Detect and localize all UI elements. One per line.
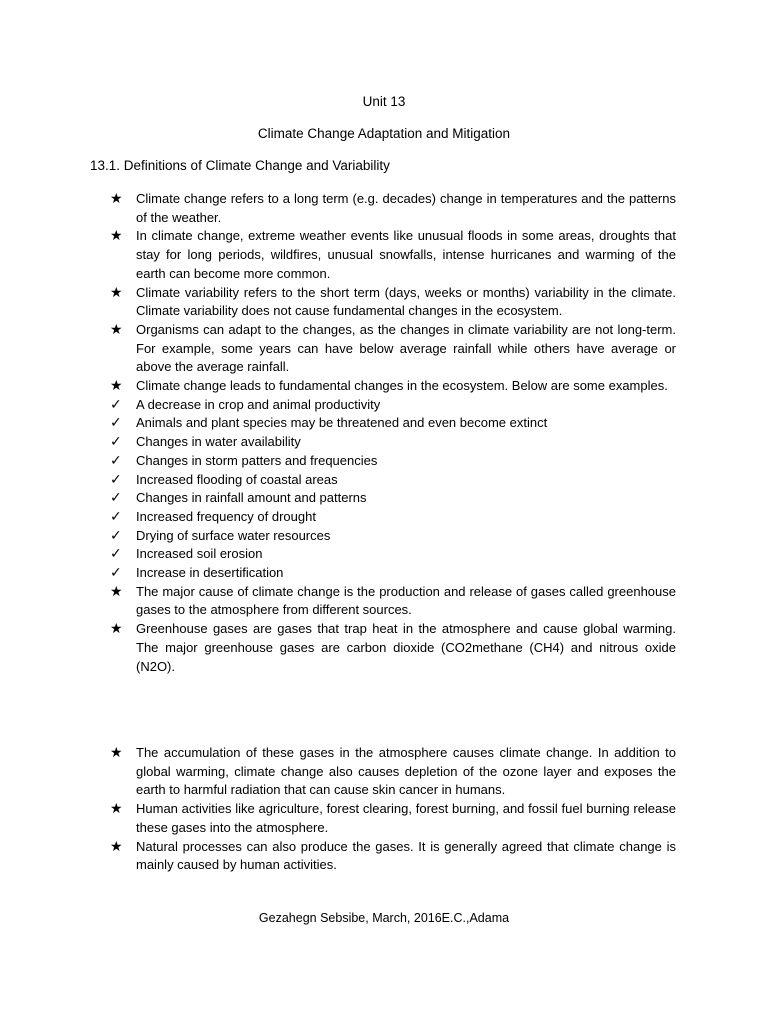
bullet-list-first xyxy=(110,190,676,676)
bullet-text: Climate change refers to a long term (e.g. decades) change in temperatures and the patterns of the weather. xyxy=(136,191,676,225)
bullet-text: Increased flooding of coastal areas xyxy=(136,471,338,487)
footer-credit: Gezahegn Sebsibe, March, 2016E.C.,Adama xyxy=(258,911,510,925)
star-bullet-item xyxy=(110,190,676,227)
star-bullet-item xyxy=(110,800,676,837)
bullet-text: Human activities like agriculture, forest clearing, forest burning, and fossil fuel burning release these gases into the atmosphere. xyxy=(136,801,676,835)
check-bullet-item xyxy=(110,414,676,433)
star-bullet-item xyxy=(110,284,676,321)
star-bullet-item xyxy=(110,744,676,800)
checkmark-icon: ✓ xyxy=(110,434,122,451)
unit-title: Unit 13 xyxy=(362,94,406,109)
star-icon: ★ xyxy=(110,801,123,818)
bullet-text: Greenhouse gases are gases that trap heat in the atmosphere and cause global warming. The major greenhouse gases are carbon dioxide (CO2methane (CH4) and nitrous oxide (N2O). xyxy=(136,621,676,674)
star-bullet-item xyxy=(110,583,676,620)
section-heading: 13.1. Definitions of Climate Change and Variability xyxy=(90,158,390,173)
star-icon: ★ xyxy=(110,838,123,855)
check-bullet-item xyxy=(110,489,676,508)
star-icon: ★ xyxy=(110,378,123,395)
star-icon: ★ xyxy=(110,583,123,600)
star-icon: ★ xyxy=(110,321,123,338)
star-bullet-item xyxy=(110,227,676,283)
star-icon: ★ xyxy=(110,745,123,761)
bullet-list-second xyxy=(110,744,676,875)
check-bullet-item xyxy=(110,396,676,415)
bullet-text: In climate change, extreme weather events like unusual floods in some areas, droughts that stay for long periods, wildfires, unusual snowfalls, intense hurricanes and warming of the earth can become more common. xyxy=(136,228,676,281)
star-bullet-item xyxy=(110,321,676,377)
bullet-text: Changes in rainfall amount and patterns xyxy=(136,490,367,506)
check-bullet-item xyxy=(110,508,676,527)
check-bullet-item xyxy=(110,471,676,490)
check-bullet-item xyxy=(110,527,676,546)
bullet-text: Changes in storm patters and frequencies xyxy=(136,452,378,468)
check-bullet-item xyxy=(110,564,676,583)
check-bullet-item xyxy=(110,545,676,564)
bullet-text: Increased soil erosion xyxy=(136,546,263,562)
checkmark-icon: ✓ xyxy=(110,452,122,469)
checkmark-icon: ✓ xyxy=(110,415,122,432)
star-icon: ★ xyxy=(110,284,123,301)
star-icon: ★ xyxy=(110,228,123,245)
checkmark-icon: ✓ xyxy=(110,527,122,544)
star-icon: ★ xyxy=(110,191,123,207)
checkmark-icon: ✓ xyxy=(110,471,122,488)
bullet-text: Climate change leads to fundamental changes in the ecosystem. Below are some examples. xyxy=(136,378,668,394)
bullet-text: Natural processes can also produce the gases. It is generally agreed that climate change is mainly caused by human activities. xyxy=(136,838,676,873)
star-bullet-item xyxy=(110,620,676,676)
checkmark-icon: ✓ xyxy=(110,565,122,582)
check-bullet-item xyxy=(110,452,676,471)
bullet-text: Increase in desertification xyxy=(136,565,284,581)
checkmark-icon: ✓ xyxy=(110,490,122,507)
checkmark-icon: ✓ xyxy=(110,546,122,563)
bullet-text: Climate variability refers to the short term (days, weeks or months) variability in the climate. Climate variability does not cause fundamental changes in the ecosystem. xyxy=(136,284,676,319)
bullet-text: Animals and plant species may be threatened and even become extinct xyxy=(136,415,548,431)
bullet-text: A decrease in crop and animal productivity xyxy=(136,396,381,412)
bullet-text: The major cause of climate change is the production and release of gases called greenhouse gases to the atmosphere from different sources. xyxy=(136,583,676,618)
bullet-text: Changes in water availability xyxy=(136,434,301,450)
star-icon: ★ xyxy=(110,621,123,638)
star-bullet-item xyxy=(110,838,676,875)
bullet-text: Organisms can adapt to the changes, as the changes in climate variability are not long-term. For example, some years can have below average rainfall while others have average or above the average rainfall. xyxy=(136,321,676,375)
bullet-text: Increased frequency of drought xyxy=(136,508,316,524)
bullet-text: The accumulation of these gases in the atmosphere causes climate change. In addition to global warming, climate change also causes depletion of the ozone layer and exposes the earth to harmful radiation that can cause skin cancer in humans. xyxy=(136,745,676,798)
checkmark-icon: ✓ xyxy=(110,508,122,525)
document-title: Climate Change Adaptation and Mitigation xyxy=(257,126,511,141)
star-bullet-item xyxy=(110,377,676,396)
bullet-text: Drying of surface water resources xyxy=(136,527,331,543)
checkmark-icon: ✓ xyxy=(110,396,122,413)
check-bullet-item xyxy=(110,433,676,452)
